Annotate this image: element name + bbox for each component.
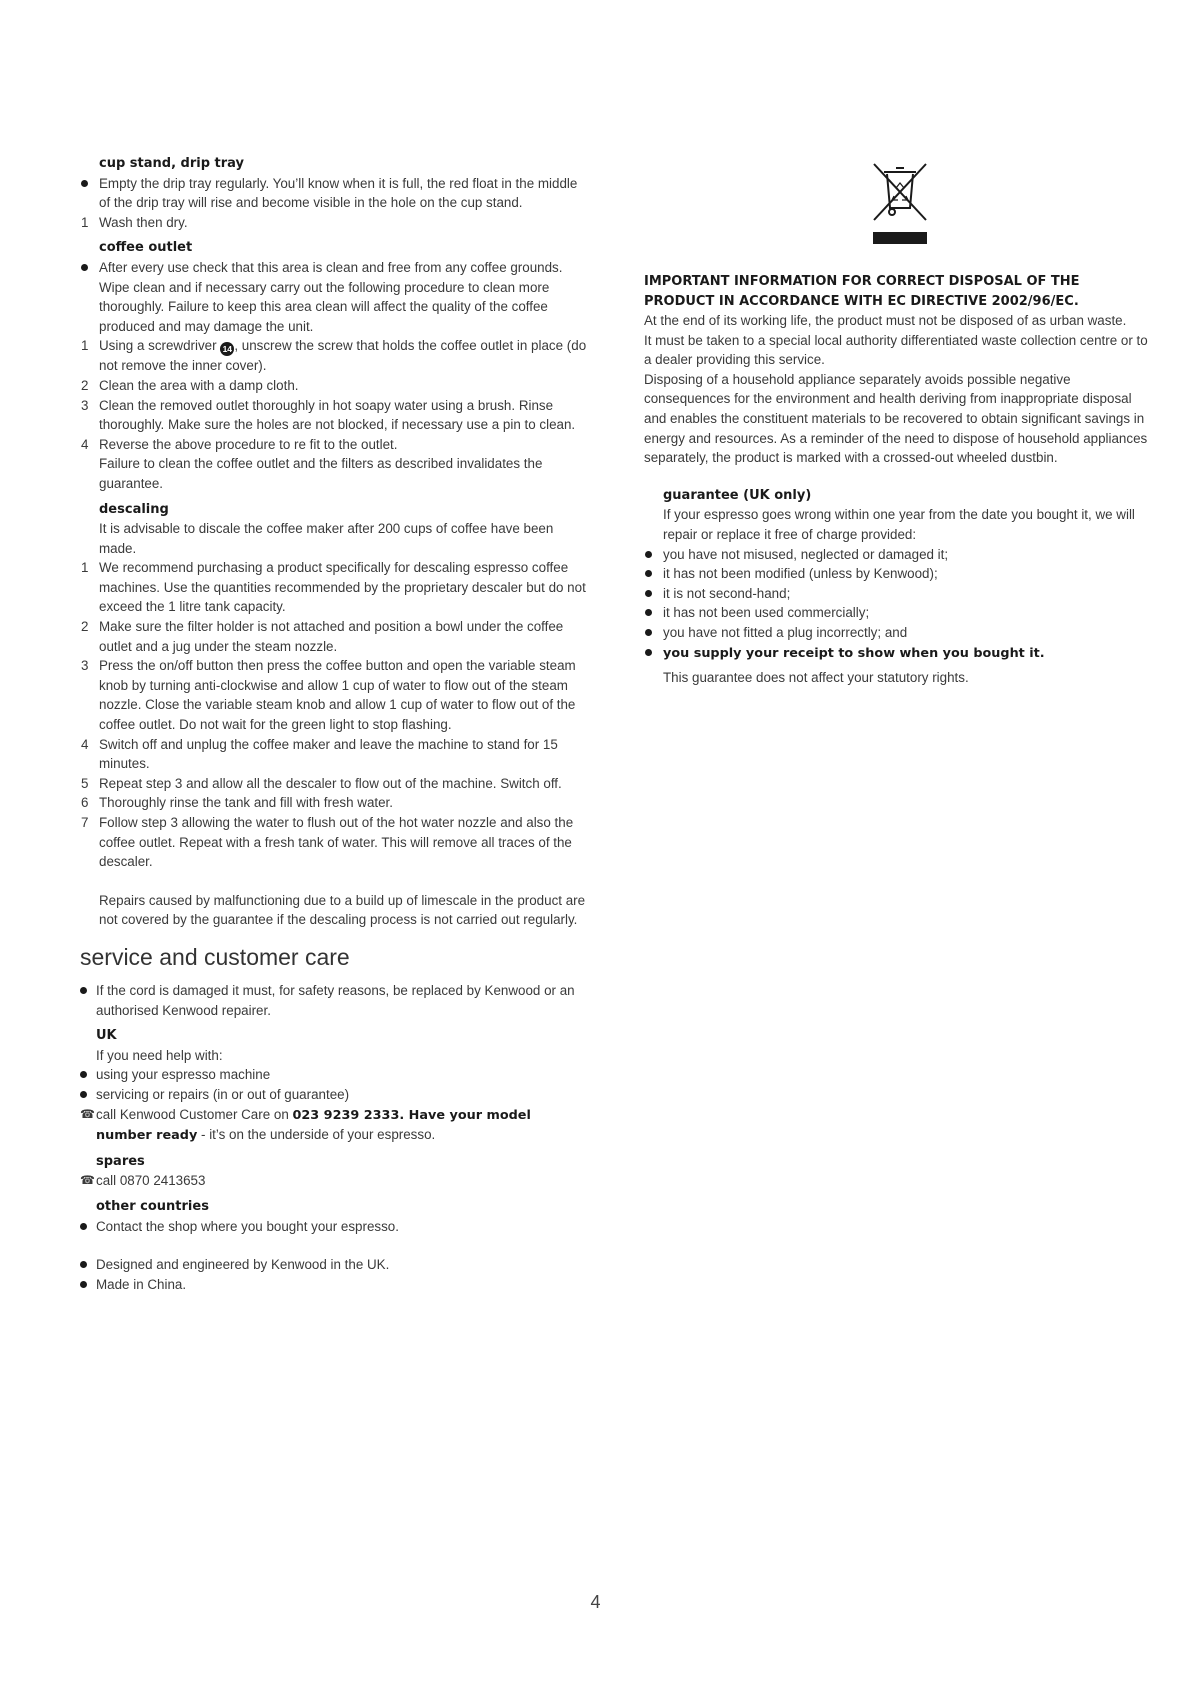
coffee-outlet-heading: coffee outlet xyxy=(99,240,193,256)
list-item: servicing or repairs (in or out of guarantee) xyxy=(80,1085,590,1105)
page-number: 4 xyxy=(590,1592,601,1612)
uk-intro: If you need help with: xyxy=(96,1047,223,1063)
list-item: 1 We recommend purchasing a product specifically for descaling espresso coffee machines. Use the quantities recommended by the proprietary descaler but do not exceed the 1 litre tank capacity. xyxy=(81,560,586,615)
list-item: Designed and engineered by Kenwood in the UK. xyxy=(80,1255,590,1275)
descaling-intro: It is advisable to discale the coffee maker after 200 cups of coffee have been made. xyxy=(99,521,554,556)
spares-line: ☎ call 0870 2413653 xyxy=(80,1171,590,1191)
bullet-icon xyxy=(80,1223,87,1230)
list-item: Made in China. xyxy=(80,1275,590,1295)
list-item: If the cord is damaged it must, for safety reasons, be replaced by Kenwood or an authorised Kenwood repairer. xyxy=(80,981,590,1020)
list-item: 2 Clean the area with a damp cloth. xyxy=(81,377,299,393)
bullet-icon xyxy=(80,1071,87,1078)
bullet-icon xyxy=(80,1281,87,1288)
bullet-icon xyxy=(80,987,87,994)
list-item: you have not fitted a plug incorrectly; and xyxy=(644,623,1156,643)
bullet-icon xyxy=(645,590,652,597)
list-item: 3 Clean the removed outlet thoroughly in hot soapy water using a brush. Rinse thoroughly. Make sure the holes are not blocked, if necessary use a pin to clean. xyxy=(81,397,576,433)
disposal-paragraph: Disposing of a household appliance separately avoids possible negative consequences for the environment and health deriving from inappropriate disposal and enables the constituent materials to be recovered to obtain significant savings in energy and resources. As a reminder of the need to dispose of household appliances separately, the product is marked with a crossed-out wheeled dustbin. xyxy=(644,371,1148,466)
guarantee-intro: If your espresso goes wrong within one year from the date you bought it, we will repair or replace it free of charge provided: xyxy=(663,507,1135,542)
list-item: After every use check that this area is clean and free from any coffee grounds. Wipe clean and if necessary carry out the following procedure to clean more thoroughly. Failure to keep this area clean will affect the quality of the coffee produced and may damage the unit. xyxy=(80,258,590,336)
list-item: 6 Thoroughly rinse the tank and fill with fresh water. xyxy=(81,795,393,811)
list-item: 3 Press the on/off button then press the coffee button and open the variable steam knob by turning anti-clockwise and allow 1 cup of water to flow out of the steam nozzle. Close the variable steam knob and allow 1 cup of water to flow out of the coffee outlet. Do not wait for the green light to stop flashing. xyxy=(81,658,576,733)
bullet-icon xyxy=(645,609,652,616)
disposal-heading-line1: IMPORTANT INFORMATION FOR CORRECT DISPOSAL OF THE xyxy=(644,274,1080,289)
list-item: Empty the drip tray regularly. You’ll know when it is full, the red float in the middle of the drip tray will rise and become visible in the hole on the cup stand. xyxy=(80,174,590,213)
list-item: it has not been modified (unless by Kenwood); xyxy=(644,564,1156,584)
other-countries-heading: other countries xyxy=(96,1198,209,1214)
bullet-icon xyxy=(80,1091,87,1098)
customer-care-line: ☎ call Kenwood Customer Care on 023 9239 2333. Have your model number ready - it’s on the underside of your espresso. xyxy=(80,1106,531,1144)
descaling-note: Repairs caused by malfunctioning due to a build up of limescale in the product are not covered by the guarantee if the descaling process is not carried out regularly. xyxy=(99,892,586,928)
bullet-icon xyxy=(645,649,652,656)
disposal-paragraph: At the end of its working life, the product must not be disposed of as urban waste. xyxy=(644,313,1127,328)
crossed-out-wheeled-bin-icon xyxy=(870,160,930,246)
uk-heading: UK xyxy=(96,1028,117,1044)
list-item: 4 Reverse the above procedure to re fit to the outlet. xyxy=(81,436,398,452)
list-item: 1 Using a screwdriver 14 , unscrew the screw that holds the coffee outlet in place (do not remove the inner cover). xyxy=(81,338,587,374)
statutory-rights-note: This guarantee does not affect your statutory rights. xyxy=(663,670,969,686)
list-item: 2 Make sure the filter holder is not attached and position a bowl under the coffee outlet and a jug under the steam nozzle. xyxy=(81,619,564,654)
list-item: using your espresso machine xyxy=(80,1065,590,1085)
bullet-icon xyxy=(81,180,88,187)
coffee-outlet-note: Failure to clean the coffee outlet and the filters as described invalidates the guarantee. xyxy=(99,456,543,491)
list-item: it is not second-hand; xyxy=(644,584,1156,604)
right-column xyxy=(644,272,1156,688)
bullet-icon xyxy=(645,551,652,558)
list-item: 4 Switch off and unplug the coffee maker and leave the machine to stand for 15 minutes. xyxy=(81,736,558,772)
disposal-heading-line2: PRODUCT IN ACCORDANCE WITH EC DIRECTIVE 2002/96/EC. xyxy=(644,293,1079,309)
bullet-icon xyxy=(645,570,652,577)
cup-stand-heading: cup stand, drip tray xyxy=(99,156,245,171)
phone-icon: ☎ xyxy=(80,1106,95,1121)
spares-heading: spares xyxy=(96,1153,145,1169)
numbered-circle-icon: 14 xyxy=(220,342,234,356)
disposal-paragraph: It must be taken to a special local authority differentiated waste collection centre or to a dealer providing this service. xyxy=(644,332,1148,368)
left-column xyxy=(80,154,590,1294)
list-item: you supply your receipt to show when you bought it. xyxy=(644,643,1156,664)
list-item: it has not been used commercially; xyxy=(644,603,1156,623)
list-item: 1 Wash then dry. xyxy=(81,214,188,230)
service-section-title: service and customer care xyxy=(80,943,350,970)
list-item: 7 Follow step 3 allowing the water to flush out of the hot water nozzle and also the coffee outlet. Repeat with a fresh tank of water. This will remove all traces of the descaler. xyxy=(81,815,574,870)
list-item: Contact the shop where you bought your espresso. xyxy=(80,1217,590,1237)
bullet-icon xyxy=(81,264,88,271)
descaling-heading: descaling xyxy=(99,501,169,517)
bullet-icon xyxy=(80,1261,87,1268)
list-item: you have not misused, neglected or damaged it; xyxy=(644,545,1156,565)
list-item: 5 Repeat step 3 and allow all the descaler to flow out of the machine. Switch off. xyxy=(81,775,562,791)
phone-icon: ☎ xyxy=(80,1173,95,1188)
guarantee-heading: guarantee (UK only) xyxy=(663,487,812,503)
bullet-icon xyxy=(645,629,652,636)
